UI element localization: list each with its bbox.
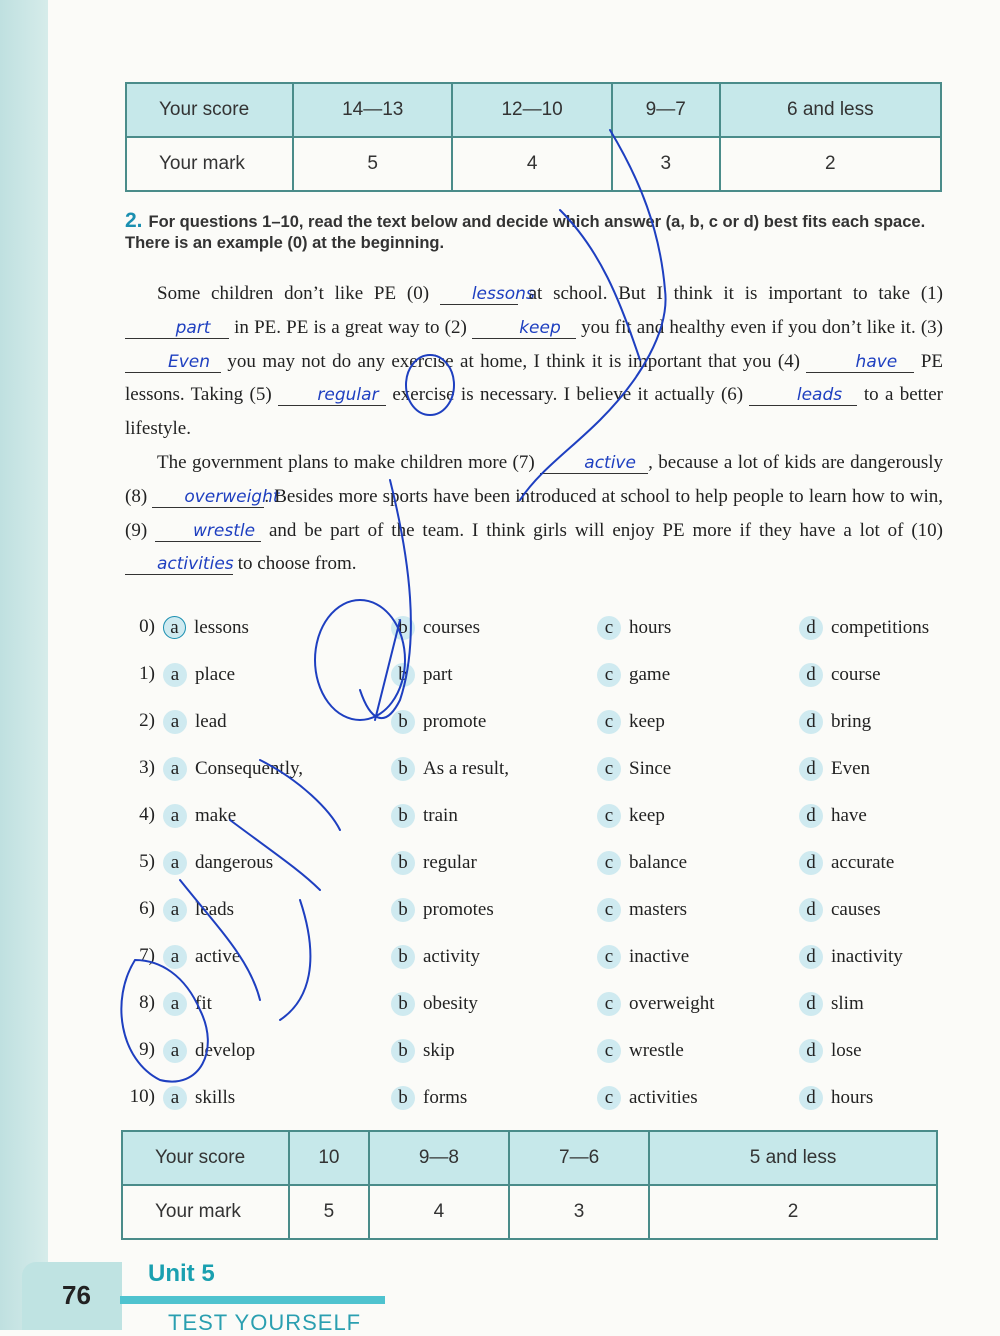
score-range: 10 (289, 1131, 369, 1185)
question-number: 1) (139, 663, 155, 684)
options-row (123, 657, 953, 704)
task-number: 2. (125, 209, 143, 232)
answer-blank-3[interactable]: Even (125, 352, 221, 373)
options-row (123, 1033, 953, 1080)
option-c[interactable] (597, 663, 670, 687)
answer-blank-5[interactable]: regular (278, 385, 386, 406)
mark-value: 2 (720, 137, 941, 191)
option-text: inactive (629, 946, 690, 967)
letter-b: b (391, 710, 415, 734)
answer-blank-1[interactable]: part (125, 318, 229, 339)
option-d[interactable] (799, 757, 870, 781)
mark-value: 4 (452, 137, 611, 191)
option-text: fit (195, 993, 212, 1014)
mark-value: 4 (369, 1185, 509, 1239)
option-c[interactable] (597, 616, 671, 640)
letter-c: c (597, 992, 621, 1016)
options-row (123, 751, 953, 798)
answer-blank-6[interactable]: leads (749, 385, 857, 406)
unit-underline (120, 1296, 385, 1304)
letter-a: a (163, 804, 187, 828)
letter-d: d (799, 710, 823, 734)
option-a[interactable] (163, 851, 273, 875)
option-text: balance (629, 852, 688, 873)
answer-blank-7[interactable]: active (540, 453, 648, 474)
passage-segment: Some children don’t like PE (0) (157, 283, 440, 304)
option-text: place (195, 664, 236, 685)
options-row (123, 704, 953, 751)
option-text: keep (629, 711, 665, 732)
option-b[interactable] (391, 1039, 455, 1063)
passage-segment: The government plans to make children more (7) (157, 451, 541, 473)
option-text: lose (831, 1040, 862, 1061)
option-text: regular (423, 852, 477, 873)
option-text: skip (423, 1040, 455, 1061)
letter-c: c (597, 757, 621, 781)
option-text: dangerous (195, 852, 274, 873)
letter-b: b (391, 757, 415, 781)
score-table-top (125, 82, 942, 192)
letter-c: c (597, 945, 621, 969)
option-c[interactable] (597, 1039, 684, 1063)
answer-blank-8[interactable]: overweight (152, 487, 264, 508)
option-a[interactable] (163, 1086, 235, 1110)
passage-segment: and be part of the team. I think girls will enjoy PE more if they have a lot of (10) (261, 519, 944, 541)
option-text: lessons (194, 617, 249, 638)
option-d[interactable] (799, 1039, 862, 1063)
option-c[interactable] (597, 992, 714, 1016)
passage-segment: exercise is necessary. I believe it actually (6) (386, 384, 750, 406)
option-a[interactable] (163, 804, 236, 828)
letter-a: a (163, 1086, 187, 1110)
option-b[interactable] (391, 804, 458, 828)
option-d[interactable] (799, 710, 871, 734)
letter-c: c (597, 710, 621, 734)
option-text: Consequently, (195, 758, 304, 779)
option-b[interactable] (391, 945, 480, 969)
page-margin-strip (0, 0, 48, 1330)
letter-a: a (163, 851, 187, 875)
option-text: course (831, 664, 881, 685)
option-c[interactable] (597, 1086, 698, 1110)
option-a[interactable] (163, 945, 240, 969)
option-text: lead (195, 711, 227, 732)
score-table-bottom (121, 1130, 938, 1240)
option-a[interactable] (163, 757, 303, 781)
letter-c: c (597, 1086, 621, 1110)
option-text: slim (831, 993, 864, 1014)
option-c[interactable] (597, 945, 689, 969)
option-text: promotes (423, 899, 494, 920)
mark-value: 5 (289, 1185, 369, 1239)
option-d[interactable] (799, 616, 929, 640)
option-d[interactable] (799, 851, 894, 875)
answer-blank-2[interactable]: keep (472, 318, 576, 339)
score-range: 14—13 (293, 83, 452, 137)
question-number: 6) (139, 898, 155, 919)
option-text: causes (831, 899, 881, 920)
option-text: skills (195, 1087, 236, 1108)
passage-text (125, 277, 943, 581)
options-row (123, 798, 953, 845)
passage-segment: PE lessons. Taking (5) (125, 350, 943, 406)
letter-d: d (799, 1086, 823, 1110)
option-a[interactable] (163, 663, 235, 687)
letter-b: b (391, 851, 415, 875)
score-range: 12—10 (452, 83, 611, 137)
option-b[interactable] (391, 663, 453, 687)
letter-d: d (799, 616, 823, 640)
letter-a: a (163, 992, 187, 1016)
option-b[interactable] (391, 851, 477, 875)
option-text: inactivity (831, 946, 903, 967)
letter-d: d (799, 663, 823, 687)
section-title: TEST YOURSELF (168, 1310, 362, 1335)
letter-b: b (391, 898, 415, 922)
option-d[interactable] (799, 804, 867, 828)
question-number: 10) (129, 1086, 155, 1107)
mark-value: 2 (649, 1185, 937, 1239)
question-number: 4) (139, 804, 155, 825)
option-d[interactable] (799, 663, 881, 687)
option-text: part (423, 664, 453, 685)
question-number: 9) (139, 1039, 155, 1060)
mark-value: 3 (612, 137, 720, 191)
passage-segment: to choose from. (233, 553, 357, 575)
option-text: Even (831, 758, 871, 779)
options-row (123, 845, 953, 892)
score-range: 6 and less (720, 83, 941, 137)
option-b[interactable] (391, 898, 494, 922)
letter-c: c (597, 851, 621, 875)
question-number: 5) (139, 851, 155, 872)
letter-b: b (391, 804, 415, 828)
passage-segment: , because a lot of kids are dangerously (8) (125, 451, 943, 507)
page-number: 76 (62, 1280, 91, 1310)
option-d[interactable] (799, 1086, 873, 1110)
passage-segment: you may not do any exercise at home, I think it is important that you (4) (221, 350, 807, 372)
option-text: promote (423, 711, 487, 732)
options-row (123, 939, 953, 986)
option-b[interactable] (391, 1086, 467, 1110)
unit-title: Unit 5 (148, 1260, 215, 1287)
letter-c: c (597, 616, 621, 640)
option-text: leads (195, 899, 235, 920)
option-text: obesity (423, 993, 478, 1014)
letter-d: d (799, 1039, 823, 1063)
letter-a: a (163, 1039, 187, 1063)
task-text: For questions 1–10, read the text below and decide which answer (a, b, c or d) best fits each space. There is an example (0) at the beginning. (125, 213, 926, 252)
options-list (123, 610, 953, 1127)
option-text: hours (629, 617, 672, 638)
letter-c: c (597, 804, 621, 828)
answer-blank-0[interactable]: lessons (440, 284, 518, 305)
option-b[interactable] (391, 992, 478, 1016)
answer-blank-4[interactable]: have (806, 352, 914, 373)
question-number: 2) (139, 710, 155, 731)
score-range: 9—7 (612, 83, 720, 137)
mark-label: Your mark (126, 137, 293, 191)
question-number: 3) (139, 757, 155, 778)
options-row (123, 892, 953, 939)
letter-b: b (391, 992, 415, 1016)
option-text: have (831, 805, 867, 826)
options-row (123, 986, 953, 1033)
option-text: forms (423, 1087, 468, 1108)
letter-d: d (799, 945, 823, 969)
mark-label: Your mark (122, 1185, 289, 1239)
passage-segment: at school. But I think it is important to take (1) (517, 283, 943, 304)
letter-d: d (799, 757, 823, 781)
passage-paragraph-2 (125, 446, 943, 581)
answer-blank-10[interactable]: activities (125, 554, 233, 575)
option-text: train (423, 805, 458, 826)
option-text: competitions (831, 617, 930, 638)
option-text: Since (629, 758, 672, 779)
passage-segment: in PE. PE is a great way to (2) (229, 316, 472, 338)
letter-d: d (799, 804, 823, 828)
letter-b: b (391, 1086, 415, 1110)
passage-segment: . Besides more sports have been introduced at school to help people to learn how to win, (9) (125, 485, 943, 541)
letter-a: a (163, 710, 187, 734)
letter-b: b (391, 616, 415, 640)
letter-a: a (163, 757, 187, 781)
option-c[interactable] (597, 757, 671, 781)
question-number: 7) (139, 945, 155, 966)
option-b[interactable] (391, 757, 509, 781)
mark-value: 3 (509, 1185, 649, 1239)
option-text: activities (629, 1087, 698, 1108)
passage-segment: you fit and healthy even if you don’t like it. (3) (575, 316, 943, 338)
score-range: 5 and less (649, 1131, 937, 1185)
options-row (123, 610, 953, 657)
mark-value: 5 (293, 137, 452, 191)
letter-d: d (799, 992, 823, 1016)
letter-b: b (391, 945, 415, 969)
option-a[interactable] (163, 1039, 255, 1063)
score-label: Your score (126, 83, 293, 137)
letter-a-selected: a (163, 616, 186, 639)
letter-a: a (163, 945, 187, 969)
option-d[interactable] (799, 898, 881, 922)
letter-b: b (391, 663, 415, 687)
option-text: keep (629, 805, 665, 826)
letter-d: d (799, 851, 823, 875)
option-a[interactable] (163, 710, 227, 734)
question-number: 0) (139, 616, 155, 637)
option-c[interactable] (597, 898, 687, 922)
option-a[interactable] (163, 616, 249, 639)
task-instruction (125, 210, 943, 254)
letter-a: a (163, 663, 187, 687)
answer-blank-9[interactable]: wrestle (155, 521, 261, 542)
passage-paragraph-1 (125, 277, 943, 446)
option-text: make (195, 805, 237, 826)
option-text: hours (831, 1087, 874, 1108)
score-range: 7—6 (509, 1131, 649, 1185)
option-b[interactable] (391, 710, 486, 734)
option-c[interactable] (597, 710, 665, 734)
score-label: Your score (122, 1131, 289, 1185)
option-text: masters (629, 899, 688, 920)
letter-c: c (597, 663, 621, 687)
option-text: As a result, (423, 758, 510, 779)
passage-segment: to a better lifestyle. (125, 384, 943, 440)
option-text: accurate (831, 852, 895, 873)
letter-a: a (163, 898, 187, 922)
option-text: game (629, 664, 671, 685)
option-text: bring (831, 711, 872, 732)
letter-c: c (597, 1039, 621, 1063)
option-b[interactable] (391, 616, 480, 640)
option-c[interactable] (597, 851, 687, 875)
letter-d: d (799, 898, 823, 922)
option-a[interactable] (163, 898, 234, 922)
option-text: active (195, 946, 241, 967)
score-range: 9—8 (369, 1131, 509, 1185)
letter-b: b (391, 1039, 415, 1063)
question-number: 8) (139, 992, 155, 1013)
option-d[interactable] (799, 992, 864, 1016)
letter-c: c (597, 898, 621, 922)
option-d[interactable] (799, 945, 903, 969)
option-c[interactable] (597, 804, 665, 828)
option-text: overweight (629, 993, 715, 1014)
option-a[interactable] (163, 992, 212, 1016)
option-text: develop (195, 1040, 256, 1061)
option-text: courses (423, 617, 480, 638)
options-row (123, 1080, 953, 1127)
option-text: wrestle (629, 1040, 684, 1061)
option-text: activity (423, 946, 480, 967)
